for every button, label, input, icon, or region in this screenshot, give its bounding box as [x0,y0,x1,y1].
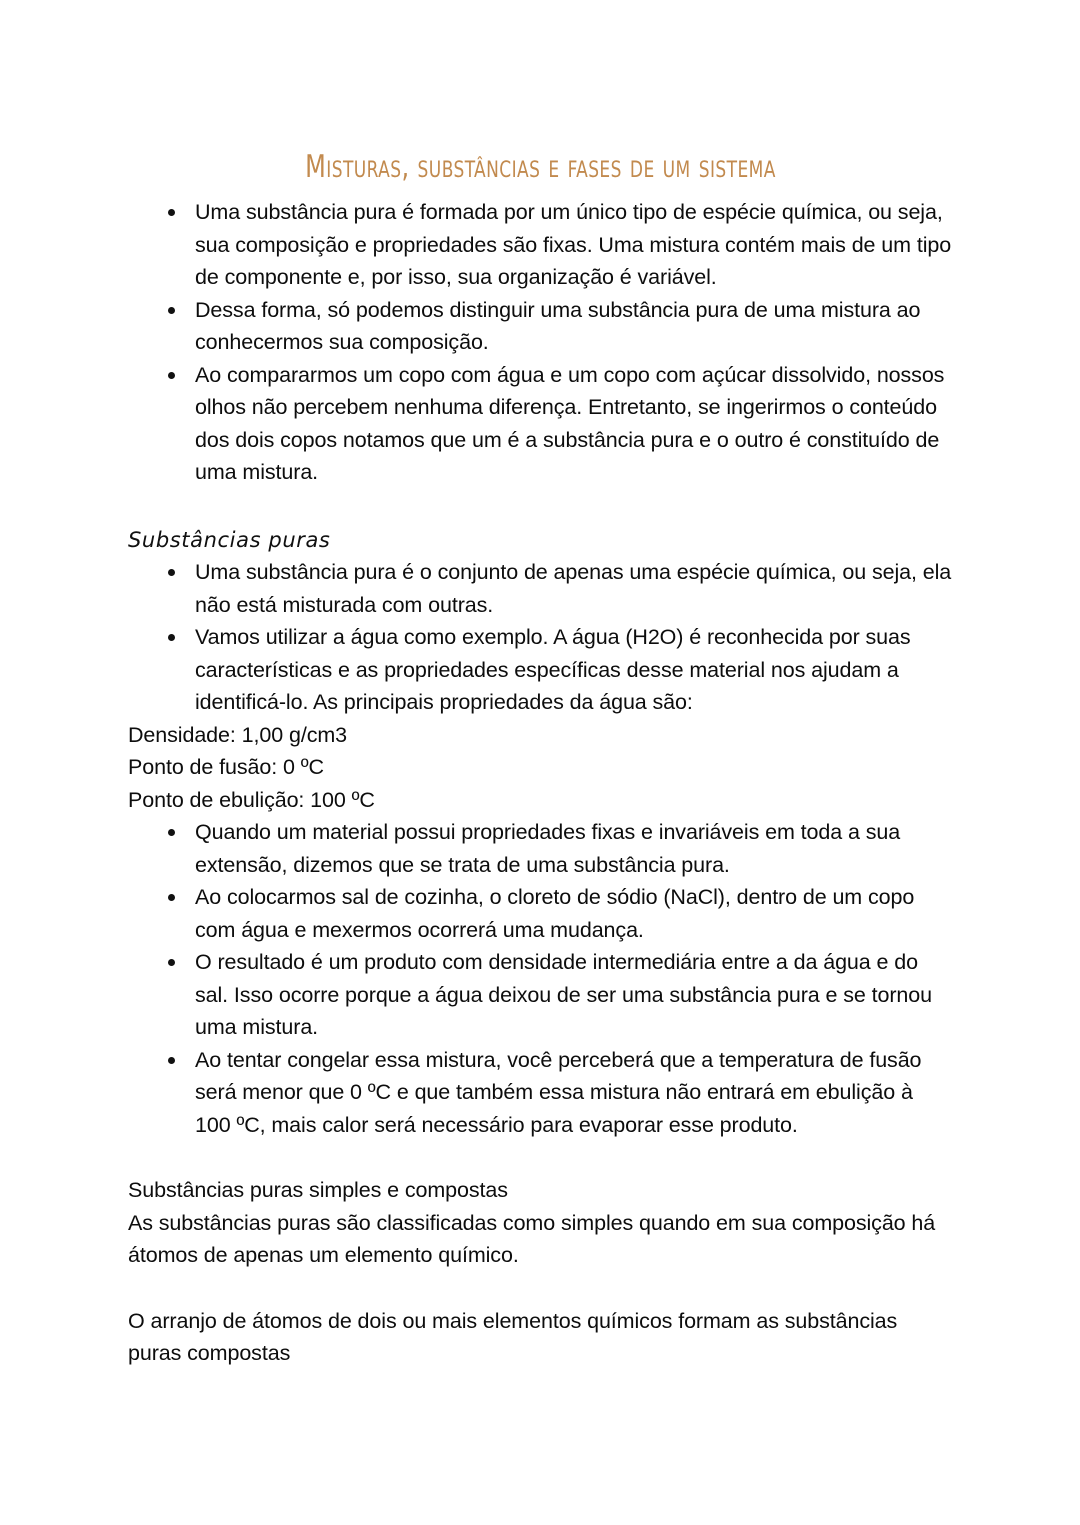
bullet-dot-icon [168,894,175,901]
list-item [128,946,953,1044]
bullet-dot-icon [168,307,175,314]
list-item [128,881,953,946]
paragraph-simples: As substâncias puras são classificadas como simples quando em sua composição há átomos de apenas um elemento químico. [128,1210,936,1268]
substancias-puras-bullet-list [128,556,953,719]
list-item-text: Ao tentar congelar essa mistura, você perceberá que a temperatura de fusão será menor que 0 ºC e que também essa mistura não entrará em ebulição à 100 ºC, mais calor será necessário para evaporar esse produto. [195,1047,922,1137]
bullet-dot-icon [168,1057,175,1064]
heading-substancias-puras: Substâncias puras [128,527,331,552]
page-title: Misturas, substâncias e fases de um sistema [305,149,776,185]
bullet-dot-icon [168,829,175,836]
list-item [128,621,953,719]
list-item [128,294,953,359]
bullet-dot-icon [168,372,175,379]
list-item-text: O resultado é um produto com densidade intermediária entre a da água e do sal. Isso ocorre porque a água deixou de ser uma substância pura e se tornou uma mistura. [195,950,932,1040]
bullet-dot-icon [168,209,175,216]
bullet-dot-icon [168,959,175,966]
document-content [128,150,953,1370]
list-item-text: Ao compararmos um copo com água e um copo com açúcar dissolvido, nossos olhos não percebem nenhuma diferença. Entretanto, se ingerirmos o conteúdo dos dois copos notamos que um é a substância pura e o outro é constituído de uma mistura. [195,362,945,485]
property-ponto-de-ebulicao: Ponto de ebulição: 100 ºC [128,787,375,812]
list-item-text: Quando um material possui propriedades fixas e invariáveis em toda a sua extensão, dizemos que se trata de uma substância pura. [195,820,901,877]
heading-substancias-puras-simples-e-compostas: Substâncias puras simples e compostas [128,1178,508,1203]
section-spacer [128,489,953,524]
property-ponto-de-fusao: Ponto de fusão: 0 ºC [128,755,324,780]
intro-bullet-list [128,196,953,489]
substancias-puras-bullet-list-continued [128,816,953,1141]
paragraph-compostas: O arranjo de átomos de dois ou mais elementos químicos formam as substâncias puras compostas [128,1308,898,1366]
list-item-text: Uma substância pura é o conjunto de apenas uma espécie química, ou seja, ela não está misturada com outras. [195,560,952,617]
list-item [128,816,953,881]
list-item-text: Uma substância pura é formada por um único tipo de espécie química, ou seja, sua composição e propriedades são fixas. Uma mistura contém mais de um tipo de componente e, por isso, sua organização é variável. [195,200,952,290]
list-item [128,196,953,294]
list-item [128,359,953,489]
list-item-text: Dessa forma, só podemos distinguir uma substância pura de uma mistura ao conhecermos sua composição. [195,297,921,355]
list-item-text: Ao colocarmos sal de cozinha, o cloreto de sódio (NaCl), dentro de um copo com água e mexermos ocorrerá uma mudança. [195,885,915,942]
list-item-text: Vamos utilizar a água como exemplo. A água (H2O) é reconhecida por suas características e as propriedades específicas desse material nos ajudam a identificá-lo. As principais propriedades da água são: [195,625,911,715]
property-densidade: Densidade: 1,00 g/cm3 [128,722,348,747]
list-item [128,556,953,621]
section-spacer [128,1141,953,1174]
bullet-dot-icon [168,569,175,576]
list-item [128,1044,953,1142]
paragraph-spacer [128,1272,953,1305]
bullet-dot-icon [168,634,175,641]
